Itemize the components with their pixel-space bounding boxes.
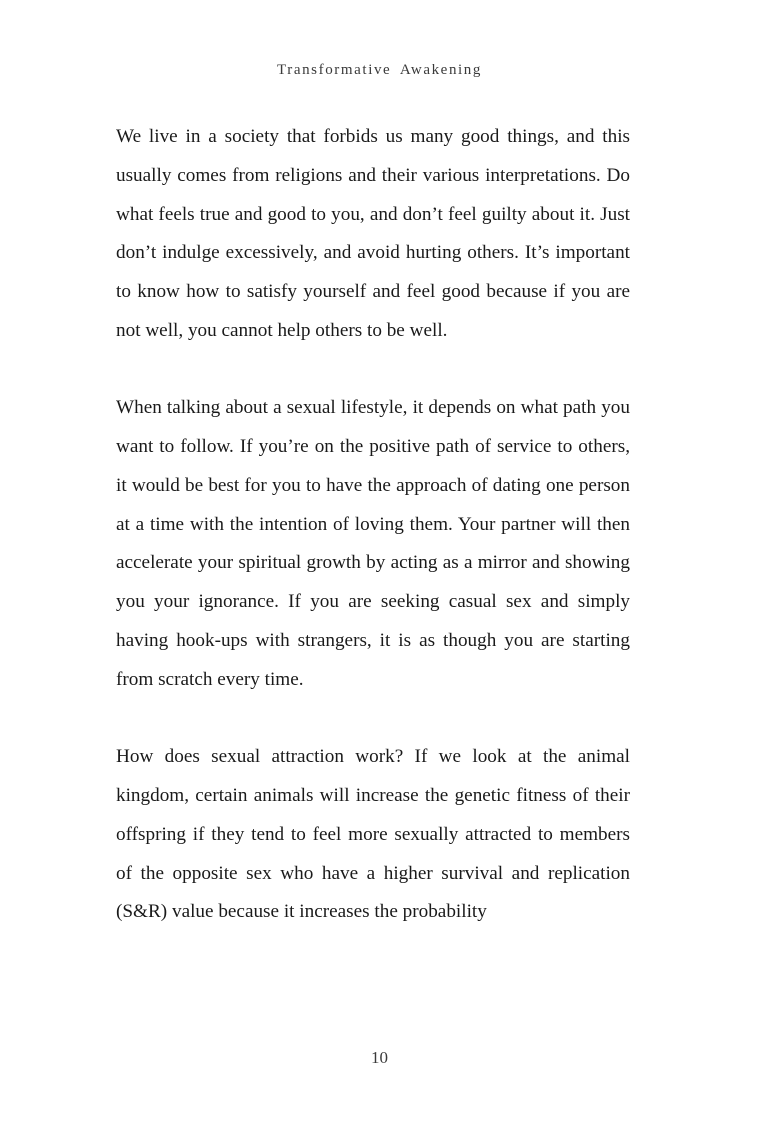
paragraph-1: We live in a society that forbids us many good things, and this usually comes from religions and their various interpretations. Do what feels true and good to you, and don’t feel guilty about it. Just don’t indulge excessively, and avoid hurting others. It’s important to know how to satisfy yourself and feel good because if you are not well, you cannot help others to be well. [116, 126, 630, 341]
paragraph-3: How does sexual attraction work? If we look at the animal kingdom, certain animals will increase the genetic fitness of their offspring if they tend to feel more sexually attracted to members of the opposite sex who have a higher survival and replication (S&R) value because it increases the probability [116, 746, 630, 923]
page-number: 10 [371, 1048, 388, 1067]
running-head: Transformative Awakening [276, 62, 483, 78]
body-text [116, 118, 630, 971]
paragraph-2: When talking about a sexual lifestyle, it depends on what path you want to follow. If you’re on the positive path of service to others, it would be best for you to have the approach of dating one person at a time with the intention of loving them. Your partner will then accelerate your spiritual growth by acting as a mirror and showing you your ignorance. If you are seeking casual sex and simply having hook-ups with strangers, it is as though you are starting from scratch every time. [116, 397, 630, 690]
